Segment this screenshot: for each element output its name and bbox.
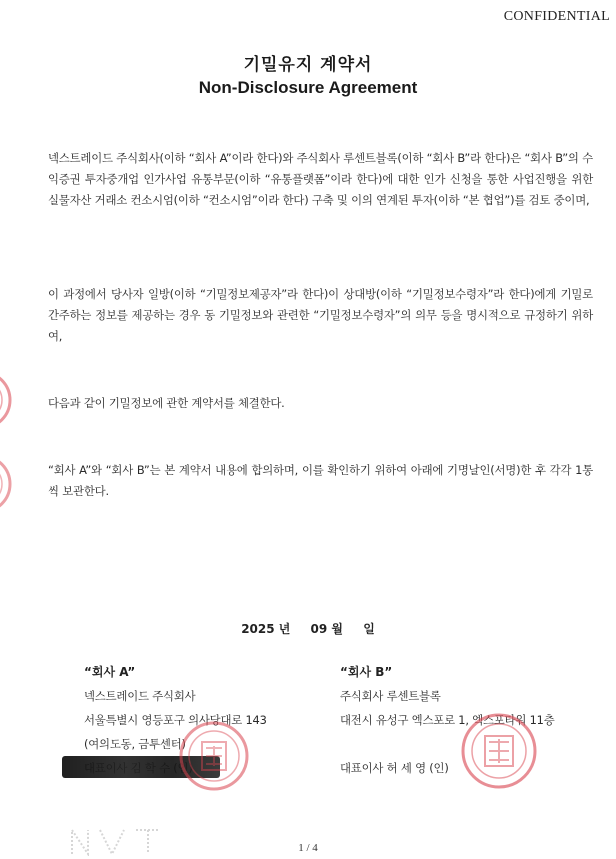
party-b-label: “회사 B” xyxy=(340,665,393,679)
confidential-label: CONFIDENTIAL xyxy=(503,9,610,24)
party-b-block xyxy=(340,660,600,780)
party-a-block xyxy=(84,660,334,780)
left-margin-seal-stamp-lower xyxy=(0,452,16,516)
date-year: 2025 년 xyxy=(241,622,291,636)
party-a-address-detail: (여의도동, 금투센터) xyxy=(84,737,186,751)
left-margin-seal-stamp xyxy=(0,368,16,432)
party-a-address: 서울특별시 영등포구 의사당대로 143 xyxy=(84,713,267,727)
paragraph-conclusion: 다음과 같이 기밀정보에 관한 계약서를 체결한다. xyxy=(48,396,285,410)
document-title-english: Non-Disclosure Agreement xyxy=(198,78,418,97)
date-day: 일 xyxy=(363,622,375,636)
paragraph-agreement: “회사 A”와 “회사 B”는 본 계약서 내용에 합의하며, 이를 확인하기 위하여 아래에 기명날인(서명)한 후 각각 1통씩 보관한다. xyxy=(48,463,593,498)
party-a-label: “회사 A” xyxy=(84,665,136,679)
page-number: 1 / 4 xyxy=(298,842,318,854)
party-b-name: 주식회사 루센트블록 xyxy=(340,689,441,703)
party-b-address: 대전시 유성구 엑스포로 1, 엑스포타워 11층 xyxy=(340,713,555,727)
party-a-name: 넥스트레이드 주식회사 xyxy=(84,689,196,703)
party-b-representative: 대표이사 허 세 영 (인) xyxy=(340,761,449,775)
signing-date xyxy=(0,620,616,637)
party-b-seal-stamp xyxy=(458,710,540,792)
document-title-korean: 기밀유지 계약서 xyxy=(243,55,373,75)
paragraph-intro: 넥스트레이드 주식회사(이하 “회사 A”이라 한다)와 주식회사 루센트블록(이하 “회사 B”라 한다)은 “회사 B”의 수익증권 투자중개업 인가사업 유통부문(이하 “유통플랫폼”이라 한다)에 대한 인가 신청을 통한 사업진행을 위한 실물자산 거래소 컨소시엄(이하 “컨소시엄”이라 한다) 구축 및 이의 연계된 투자(이하 “본 협업”)를 검토 중이며, xyxy=(48,151,593,207)
date-month: 09 월 xyxy=(310,622,344,636)
party-a-seal-stamp xyxy=(176,718,252,794)
paragraph-purpose: 이 과정에서 당사자 일방(이하 “기밀정보제공자”라 한다)이 상대방(이하 “기밀정보수령자”라 한다)에게 기밀로 간주하는 정보를 제공하는 경우 동 기밀정보와 관련한 “기밀정보수령자”의 의무 등을 명시적으로 규정하기 위하여, xyxy=(48,287,593,343)
